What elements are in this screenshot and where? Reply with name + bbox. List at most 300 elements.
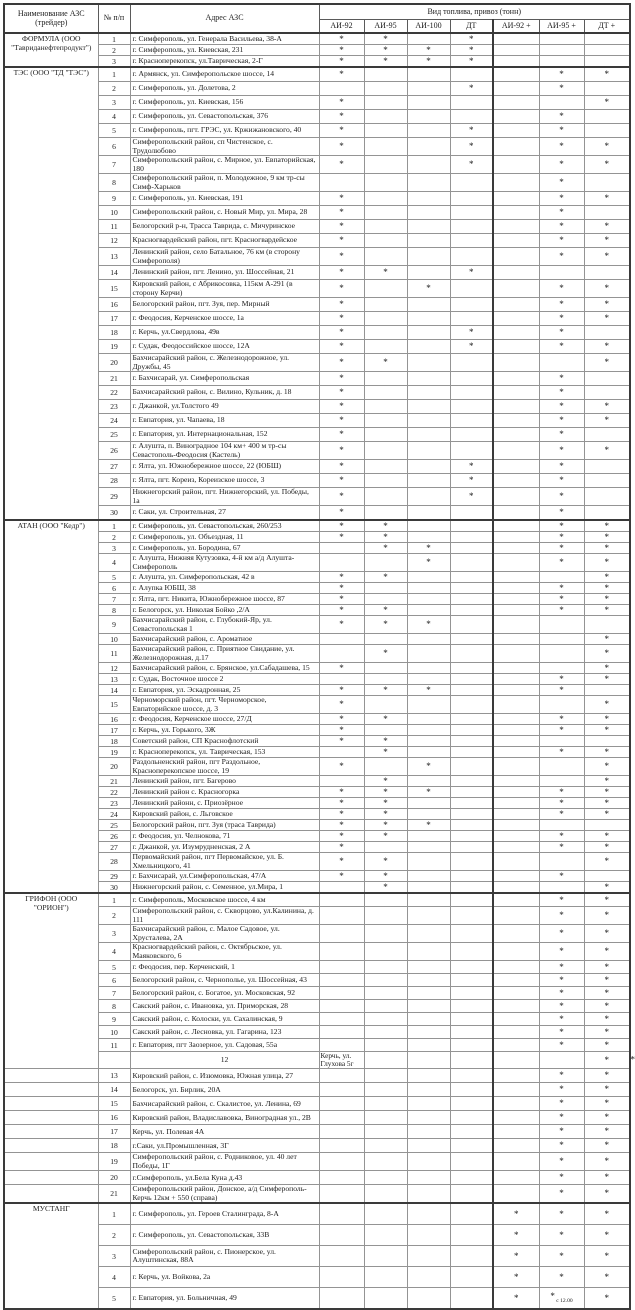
fuel-cell: * bbox=[319, 354, 364, 372]
fuel-cell bbox=[584, 428, 630, 442]
fuel-cell: * bbox=[539, 460, 584, 474]
fuel-cell bbox=[493, 192, 539, 206]
fuel-cell bbox=[364, 156, 407, 174]
fuel-cell: * bbox=[539, 1026, 584, 1039]
fuel-cell: * bbox=[539, 110, 584, 124]
fuel-cell bbox=[493, 1139, 539, 1153]
row-number-cell: 16 bbox=[98, 1111, 130, 1125]
fuel-cell bbox=[450, 248, 493, 266]
table-row bbox=[4, 156, 630, 174]
trader-name-cell bbox=[4, 1171, 98, 1185]
row-number-cell: 12 bbox=[98, 234, 130, 248]
fuel-cell bbox=[364, 442, 407, 460]
fuel-cell: * bbox=[319, 372, 364, 386]
fuel-cell: * bbox=[584, 1013, 630, 1026]
fuel-cell: * bbox=[493, 1288, 539, 1310]
trader-name-cell: ФОРМУЛА (ООО "Тавриданефтепродукт") bbox=[4, 33, 98, 67]
fuel-cell bbox=[364, 663, 407, 674]
table-row bbox=[4, 33, 630, 45]
address-cell: г. Симферополь, ул. Севастопольская, 33В bbox=[130, 1225, 319, 1246]
fuel-cell bbox=[319, 1267, 364, 1288]
header-fuel-ai95: АИ-95 bbox=[364, 20, 407, 34]
fuel-cell bbox=[584, 56, 630, 68]
address-cell: г. Феодосия, Керченское шоссе, 27/Д bbox=[130, 714, 319, 725]
row-number-cell: 22 bbox=[98, 386, 130, 400]
row-number-cell: 1 bbox=[98, 33, 130, 45]
fuel-cell bbox=[493, 809, 539, 820]
fuel-cell bbox=[539, 758, 584, 776]
address-cell: Ленинский районн, с. Приозёрное bbox=[130, 798, 319, 809]
address-cell: г. Симферополь, ул. Героев Сталинграда, 8-А bbox=[130, 1203, 319, 1225]
table-row bbox=[4, 583, 630, 594]
fuel-cell bbox=[407, 645, 450, 663]
fuel-cell bbox=[364, 386, 407, 400]
fuel-cell bbox=[493, 605, 539, 616]
fuel-cell: * bbox=[319, 428, 364, 442]
fuel-cell: * bbox=[364, 685, 407, 696]
fuel-cell bbox=[407, 1153, 450, 1171]
address-cell: Кировский район, с Абрикосовка, 115км А-291 (в сторону Керчи) bbox=[130, 280, 319, 298]
address-cell: г. Алушта, п. Виноградное 104 км+ 400 м тр-сы Севастополь-Феодосия (Кастель) bbox=[130, 442, 319, 460]
fuel-cell: * bbox=[364, 572, 407, 583]
fuel-cell: * bbox=[584, 696, 630, 714]
fuel-cell bbox=[364, 1083, 407, 1097]
fuel-cell: * bbox=[319, 400, 364, 414]
row-number-cell: 13 bbox=[98, 248, 130, 266]
fuel-cell bbox=[493, 594, 539, 605]
fuel-cell: * bbox=[319, 725, 364, 736]
address-cell: г. Ялта, ул. Южнобережное шоссе, 22 (ЮБШ) bbox=[130, 460, 319, 474]
row-number-cell: 8 bbox=[98, 174, 130, 192]
fuel-cell bbox=[493, 428, 539, 442]
fuel-cell: * bbox=[539, 543, 584, 554]
table-row bbox=[4, 685, 630, 696]
address-cell: Советский район, СП Краснофлотский bbox=[130, 736, 319, 747]
address-cell: г. Симферополь, ул. Объездная, 11 bbox=[130, 532, 319, 543]
fuel-cell bbox=[584, 386, 630, 400]
fuel-cell bbox=[407, 1111, 450, 1125]
row-number-cell: 21 bbox=[98, 776, 130, 787]
fuel-cell: * bbox=[407, 787, 450, 798]
fuel-cell bbox=[407, 312, 450, 326]
table-row bbox=[4, 414, 630, 428]
address-cell: Нижнегорский район, пгт. Нижнегорский, ул. Победы, 1а bbox=[130, 488, 319, 506]
fuel-cell bbox=[493, 1026, 539, 1039]
trader-name-cell: ТЭС (ООО "ТД "ТЭС") bbox=[4, 67, 98, 520]
fuel-cell bbox=[407, 853, 450, 871]
fuel-cell bbox=[493, 853, 539, 871]
fuel-cell: * bbox=[319, 616, 364, 634]
table-row bbox=[4, 787, 630, 798]
table-row bbox=[4, 714, 630, 725]
address-cell: Ленинский район, пгт. Багерово bbox=[130, 776, 319, 787]
fuel-cell: * bbox=[539, 907, 584, 925]
fuel-cell: * bbox=[319, 474, 364, 488]
fuel-cell bbox=[493, 386, 539, 400]
fuel-cell bbox=[493, 1185, 539, 1204]
table-row bbox=[4, 1069, 630, 1083]
fuel-cell: * bbox=[319, 234, 364, 248]
fuel-cell bbox=[450, 645, 493, 663]
fuel-cell: * bbox=[539, 787, 584, 798]
fuel-cell bbox=[364, 1267, 407, 1288]
fuel-cell bbox=[450, 400, 493, 414]
table-row bbox=[4, 45, 630, 56]
fuel-cell: * bbox=[493, 1225, 539, 1246]
fuel-cell bbox=[364, 1139, 407, 1153]
fuel-cell bbox=[364, 248, 407, 266]
fuel-cell bbox=[584, 326, 630, 340]
address-cell: 12 bbox=[130, 1052, 319, 1069]
row-number-cell: 4 bbox=[98, 943, 130, 961]
row-number-cell: 26 bbox=[98, 831, 130, 842]
row-number-cell: 8 bbox=[98, 1000, 130, 1013]
fuel-cell bbox=[407, 1013, 450, 1026]
fuel-cell bbox=[450, 747, 493, 758]
fuel-cell: * bbox=[407, 820, 450, 831]
table-row bbox=[4, 312, 630, 326]
fuel-cell: * bbox=[539, 532, 584, 543]
fuel-cell bbox=[407, 1171, 450, 1185]
table-row bbox=[4, 943, 630, 961]
fuel-cell bbox=[407, 594, 450, 605]
fuel-cell bbox=[407, 1288, 450, 1310]
row-number-cell: 30 bbox=[98, 882, 130, 894]
fuel-cell bbox=[450, 1171, 493, 1185]
fuel-cell: * bbox=[450, 56, 493, 68]
fuel-cell: * bbox=[364, 605, 407, 616]
fuel-cell: * bbox=[584, 298, 630, 312]
table-row bbox=[4, 124, 630, 138]
fuel-cell bbox=[493, 1069, 539, 1083]
fuel-cell: * bbox=[493, 1267, 539, 1288]
fuel-cell: * bbox=[364, 853, 407, 871]
fuel-cell bbox=[450, 696, 493, 714]
fuel-cell: * bbox=[319, 110, 364, 124]
fuel-cell bbox=[364, 943, 407, 961]
fuel-cell: * bbox=[319, 853, 364, 871]
fuel-cell bbox=[450, 987, 493, 1000]
fuel-cell bbox=[319, 893, 364, 907]
fuel-cell: * bbox=[450, 340, 493, 354]
fuel-cell bbox=[364, 974, 407, 987]
fuel-cell bbox=[493, 138, 539, 156]
fuel-cell: * bbox=[407, 280, 450, 298]
row-number-cell: 1 bbox=[98, 520, 130, 532]
fuel-cell: * bbox=[364, 45, 407, 56]
row-number-cell: 29 bbox=[98, 488, 130, 506]
fuel-cell: * bbox=[319, 340, 364, 354]
fuel-cell bbox=[493, 820, 539, 831]
fuel-cell bbox=[319, 943, 364, 961]
fuel-cell bbox=[407, 248, 450, 266]
fuel-cell bbox=[493, 696, 539, 714]
table-row bbox=[4, 1013, 630, 1026]
table-row bbox=[4, 747, 630, 758]
table-row bbox=[4, 372, 630, 386]
fuel-cell: * bbox=[584, 400, 630, 414]
fuel-cell bbox=[584, 372, 630, 386]
fuel-cell: * bbox=[539, 1000, 584, 1013]
table-row bbox=[4, 1139, 630, 1153]
row-number-cell: 12 bbox=[98, 663, 130, 674]
fuel-cell: * bbox=[539, 372, 584, 386]
fuel-cell bbox=[407, 605, 450, 616]
fuel-cell bbox=[364, 594, 407, 605]
fuel-cell: * bbox=[539, 842, 584, 853]
fuel-cell: * bbox=[450, 156, 493, 174]
fuel-cell bbox=[450, 298, 493, 312]
row-number-cell: 11 bbox=[98, 1039, 130, 1052]
fuel-cell: * bbox=[539, 1139, 584, 1153]
fuel-cell bbox=[407, 1000, 450, 1013]
row-number-cell: 27 bbox=[98, 460, 130, 474]
fuel-cell bbox=[493, 787, 539, 798]
table-row bbox=[4, 798, 630, 809]
fuel-cell: * bbox=[319, 871, 364, 882]
row-number-cell: 15 bbox=[98, 1097, 130, 1111]
fuel-cell bbox=[584, 488, 630, 506]
row-number-cell: 5 bbox=[98, 961, 130, 974]
fuel-cell: * bbox=[584, 987, 630, 1000]
table-row bbox=[4, 853, 630, 871]
fuel-cell bbox=[407, 1125, 450, 1139]
fuel-cell bbox=[364, 206, 407, 220]
fuel-cell bbox=[584, 124, 630, 138]
fuel-cell bbox=[319, 776, 364, 787]
fuel-cell bbox=[493, 1097, 539, 1111]
fuel-cell bbox=[493, 96, 539, 110]
fuel-cell: * bbox=[319, 488, 364, 506]
fuel-cell: * bbox=[539, 583, 584, 594]
row-number-cell: 18 bbox=[98, 1139, 130, 1153]
address-cell: г. Керчь, ул. Войкова, 2а bbox=[130, 1267, 319, 1288]
fuel-cell: * bbox=[364, 56, 407, 68]
fuel-cell bbox=[407, 725, 450, 736]
table-row bbox=[4, 725, 630, 736]
fuel-cell bbox=[450, 663, 493, 674]
fuel-cell bbox=[450, 1013, 493, 1026]
row-number-cell: 16 bbox=[98, 298, 130, 312]
fuel-cell: * bbox=[539, 340, 584, 354]
table-row bbox=[4, 400, 630, 414]
fuel-cell: * bbox=[539, 1246, 584, 1267]
fuel-cell: * bbox=[493, 1246, 539, 1267]
fuel-cell: * bbox=[539, 725, 584, 736]
table-row bbox=[4, 1225, 630, 1246]
fuel-cell bbox=[450, 1052, 493, 1069]
fuel-cell bbox=[407, 1083, 450, 1097]
fuel-cell: * bbox=[539, 1153, 584, 1171]
fuel-cell: * bbox=[584, 554, 630, 572]
fuel-cell bbox=[493, 110, 539, 124]
fuel-cell bbox=[364, 1039, 407, 1052]
address-cell: г. Алушта, ул. Симферопольская, 42 в bbox=[130, 572, 319, 583]
fuel-cell: * bbox=[407, 45, 450, 56]
fuel-cell bbox=[319, 1000, 364, 1013]
table-row bbox=[4, 532, 630, 543]
row-number-cell: 21 bbox=[98, 372, 130, 386]
address-cell: Белогорск, ул. Бирлик, 20А bbox=[130, 1083, 319, 1097]
fuel-cell bbox=[450, 1246, 493, 1267]
fuel-cell: * bbox=[364, 520, 407, 532]
trader-name-cell: МУСТАНГ bbox=[4, 1203, 98, 1309]
fuel-cell bbox=[319, 1069, 364, 1083]
fuel-cell bbox=[450, 110, 493, 124]
address-cell: Бахчисарайский район, с. Скалистое, ул. Ленина, 69 bbox=[130, 1097, 319, 1111]
row-number-cell: 22 bbox=[98, 787, 130, 798]
fuel-cell: * * bbox=[584, 1052, 630, 1069]
fuel-cell bbox=[364, 124, 407, 138]
table-row bbox=[4, 1039, 630, 1052]
fuel-cell bbox=[539, 56, 584, 68]
fuel-cell bbox=[493, 442, 539, 460]
fuel-cell: * bbox=[584, 1083, 630, 1097]
fuel-cell bbox=[407, 663, 450, 674]
fuel-mark: * bbox=[550, 1291, 555, 1301]
table-row bbox=[4, 174, 630, 192]
fuel-cell bbox=[319, 674, 364, 685]
fuel-cell: * bbox=[584, 340, 630, 354]
fuel-cell bbox=[407, 987, 450, 1000]
fuel-cell: * bbox=[539, 1069, 584, 1083]
fuel-cell bbox=[407, 634, 450, 645]
fuel-cell bbox=[407, 1097, 450, 1111]
address-cell: г. Симферополь, ул. Киевская, 156 bbox=[130, 96, 319, 110]
address-cell: г. Керчь, ул.Свердлова, 49в bbox=[130, 326, 319, 340]
fuel-cell: * bbox=[319, 758, 364, 776]
table-row bbox=[4, 1000, 630, 1013]
row-number-cell: 11 bbox=[98, 220, 130, 234]
fuel-cell: * bbox=[539, 138, 584, 156]
fuel-cell bbox=[493, 961, 539, 974]
row-number-cell: 5 bbox=[98, 572, 130, 583]
fuel-cell bbox=[493, 1013, 539, 1026]
row-number-cell: 2 bbox=[98, 82, 130, 96]
fuel-cell bbox=[407, 400, 450, 414]
fuel-cell: * bbox=[319, 414, 364, 428]
fuel-cell bbox=[493, 234, 539, 248]
fuel-cell bbox=[493, 925, 539, 943]
fuel-cell bbox=[493, 206, 539, 220]
row-number-cell: 20 bbox=[98, 354, 130, 372]
row-number-cell: 28 bbox=[98, 853, 130, 871]
fuel-cell bbox=[493, 663, 539, 674]
fuel-cell: * bbox=[450, 326, 493, 340]
row-number-cell: 17 bbox=[98, 1125, 130, 1139]
fuel-cell: * bbox=[319, 798, 364, 809]
fuel-cell bbox=[493, 506, 539, 521]
fuel-cell bbox=[493, 758, 539, 776]
table-row bbox=[4, 1267, 630, 1288]
fuel-cell: * bbox=[450, 488, 493, 506]
table-row bbox=[4, 925, 630, 943]
fuel-cell bbox=[584, 685, 630, 696]
fuel-cell bbox=[319, 1153, 364, 1171]
fuel-cell: * bbox=[539, 1225, 584, 1246]
fuel-cell bbox=[539, 266, 584, 280]
fuel-cell bbox=[364, 1171, 407, 1185]
fuel-cell: * bbox=[584, 543, 630, 554]
table-row bbox=[4, 266, 630, 280]
fuel-cell bbox=[364, 961, 407, 974]
fuel-cell bbox=[364, 1246, 407, 1267]
fuel-cell: * bbox=[450, 460, 493, 474]
fuel-cell bbox=[493, 340, 539, 354]
header-fuel-ai95-plus: АИ-95 + bbox=[539, 20, 584, 34]
fuel-cell: * bbox=[319, 831, 364, 842]
fuel-cell bbox=[493, 1153, 539, 1171]
address-cell: г. Феодосия, Керченское шоссе, 1а bbox=[130, 312, 319, 326]
address-cell: г. Джанкой, ул.Толстого 49 bbox=[130, 400, 319, 414]
fuel-cell bbox=[450, 414, 493, 428]
fuel-cell: * bbox=[584, 634, 630, 645]
fuel-cell: * bbox=[584, 248, 630, 266]
fuel-cell: * bbox=[319, 787, 364, 798]
fuel-cell bbox=[364, 326, 407, 340]
table-row bbox=[4, 326, 630, 340]
fuel-cell bbox=[493, 974, 539, 987]
fuel-cell: * bbox=[584, 1026, 630, 1039]
address-cell: Первомайский район, пгт Первомайское, ул. Б. Хмельницкого, 41 bbox=[130, 853, 319, 871]
fuel-cell: * bbox=[407, 616, 450, 634]
fuel-cell: * bbox=[584, 572, 630, 583]
row-number-cell: 1 bbox=[98, 67, 130, 82]
fuel-cell: * bbox=[407, 554, 450, 572]
row-number-cell: 14 bbox=[98, 266, 130, 280]
address-cell: Ленинский район, село Батальное, 76 км (в сторону Симферополя) bbox=[130, 248, 319, 266]
fuel-cell bbox=[539, 696, 584, 714]
fuel-cell bbox=[364, 1000, 407, 1013]
fuel-cell bbox=[450, 67, 493, 82]
fuel-cell bbox=[450, 809, 493, 820]
fuel-cell bbox=[539, 45, 584, 56]
fuel-cell: * bbox=[539, 1111, 584, 1125]
table-row bbox=[4, 831, 630, 842]
table-row bbox=[4, 1026, 630, 1039]
fuel-cell bbox=[450, 554, 493, 572]
trader-name-cell bbox=[4, 1153, 98, 1171]
fuel-cell bbox=[493, 798, 539, 809]
fuel-cell bbox=[364, 298, 407, 312]
fuel-cell: * bbox=[450, 266, 493, 280]
fuel-cell bbox=[319, 1125, 364, 1139]
fuel-cell: * bbox=[319, 298, 364, 312]
fuel-cell bbox=[450, 787, 493, 798]
fuel-cell: * bbox=[539, 326, 584, 340]
fuel-cell bbox=[364, 67, 407, 82]
address-cell: г. Симферополь, ул. Киевская, 231 bbox=[130, 45, 319, 56]
fuel-cell bbox=[584, 820, 630, 831]
row-number-cell: 18 bbox=[98, 736, 130, 747]
fuel-cell bbox=[450, 674, 493, 685]
fuel-cell: * bbox=[319, 685, 364, 696]
fuel-cell: * bbox=[407, 56, 450, 68]
fuel-cell: * bbox=[319, 714, 364, 725]
fuel-cell bbox=[319, 1225, 364, 1246]
fuel-cell bbox=[364, 758, 407, 776]
fuel-cell bbox=[450, 1153, 493, 1171]
fuel-cell bbox=[407, 428, 450, 442]
fuel-cell: * bbox=[539, 1267, 584, 1288]
address-cell: г. Симферополь, пгт. ГРЭС, ул. Кржижановского, 40 bbox=[130, 124, 319, 138]
fuel-cell bbox=[493, 414, 539, 428]
fuel-cell bbox=[450, 543, 493, 554]
fuel-cell: * bbox=[364, 882, 407, 894]
row-number-cell: 29 bbox=[98, 871, 130, 882]
fuel-cell bbox=[319, 882, 364, 894]
fuel-cell bbox=[364, 987, 407, 1000]
